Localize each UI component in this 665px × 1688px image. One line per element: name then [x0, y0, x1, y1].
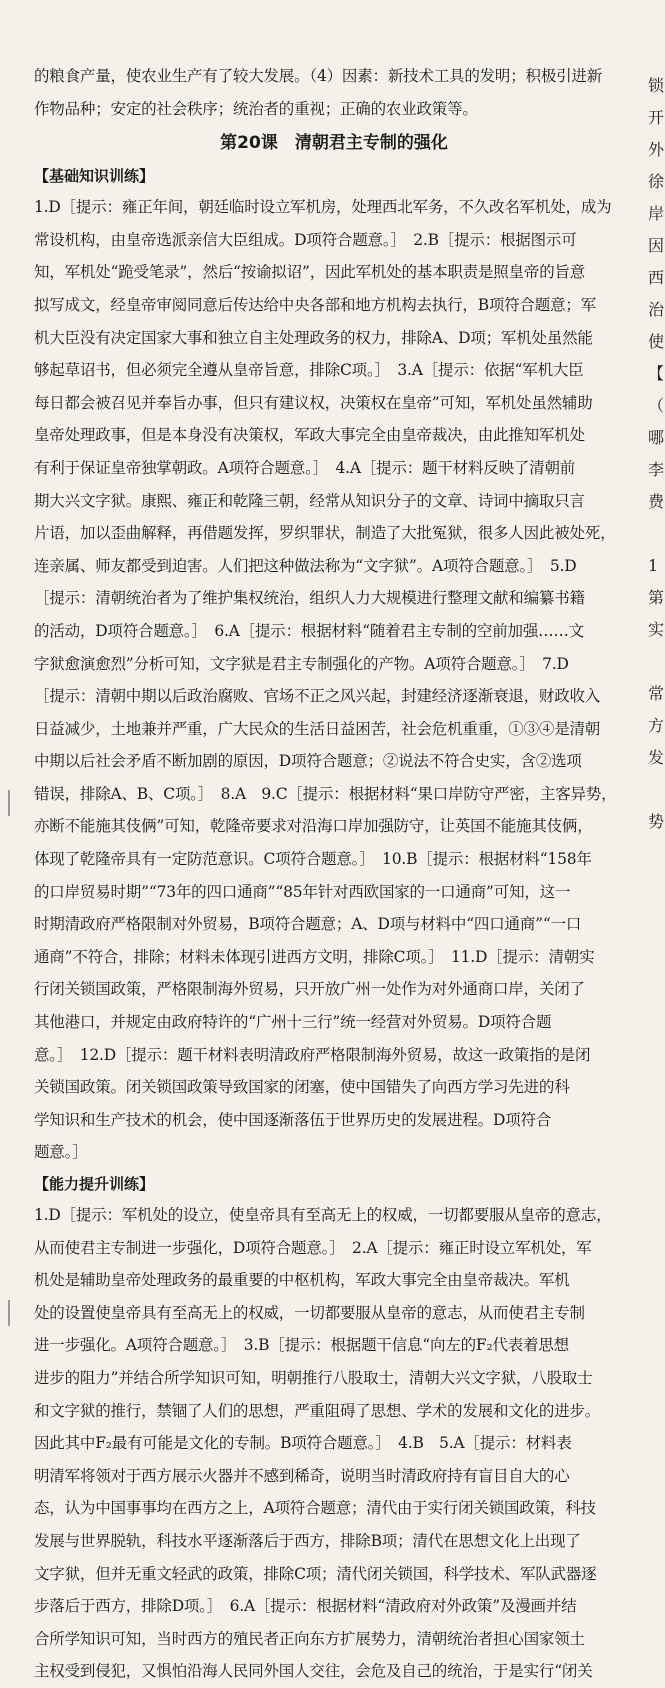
text-line: 和文字狱的推行，禁锢了人们的思想，严重阻碍了思想、学术的发展和文化的进步。: [34, 1401, 601, 1420]
text-line: 机大臣没有决定国家大事和独立自主处理政务的权力，排除A、D项；军机处虽然能: [34, 328, 593, 347]
text-line: 处的设置使皇帝具有至高无上的权威，一切都要服从皇帝的意志，从而使君主专制: [34, 1303, 585, 1322]
text-line: 每日都会被召见并奉旨办事，但只有建议权，决策权在皇帝”可知，军机处虽然辅助: [34, 393, 593, 412]
text-line: ［提示：清朝统治者为了维护集权统治，组织人力大规模进行整理文献和编纂书籍: [34, 589, 585, 608]
text-line: 有利于保证皇帝独掌朝政。A项符合题意。］ 4.A［提示：题干材料反映了清朝前: [34, 458, 576, 477]
edge-glyph: 费: [648, 492, 665, 511]
edge-glyph: 李: [648, 460, 665, 479]
text-line: ［提示：清朝中期以后政治腐败、官场不正之风兴起，封建经济逐渐衰退，财政收入: [34, 687, 601, 706]
text-line: 合所学知识可知，当时西方的殖民者正向东方扩展势力，清朝统治者担心国家领土: [34, 1629, 585, 1648]
text-line: 文字狱，但并无重文轻武的政策，排除C项；清代闭关锁国，科学技术、军队武器逐: [34, 1564, 597, 1583]
text-line: 日益减少，土地兼并严重，广大民众的生活日益困苦，社会危机重重，①③④是清朝: [34, 719, 601, 738]
text-line: 的粮食产量，使农业生产有了较大发展。（4）因素：新技术工具的发明；积极引进新: [34, 67, 603, 85]
text-line: 态，认为中国事事均在西方之上，A项符合题意；清代由于实行闭关锁国政策，科技: [34, 1499, 596, 1518]
text-line: 片语，加以歪曲解释，再借题发挥，罗织罪状，制造了大批冤狱，很多人因此被处死，: [34, 524, 616, 543]
section-advanced-body: [34, 1199, 634, 1688]
edge-glyph: （: [648, 396, 665, 415]
margin-mark: [8, 1300, 10, 1326]
edge-glyph: [648, 774, 665, 806]
edge-glyph: 开: [648, 108, 665, 127]
text-line: 的口岸贸易时期”“73年的四口通商”“85年针对西欧国家的一口通商”可知，这一: [34, 882, 571, 901]
text-line: 关锁国政策。闭关锁国政策导致国家的闭塞，使中国错失了向西方学习先进的科: [34, 1078, 570, 1097]
text-line: 字狱愈演愈烈”分析可知，文字狱是君主专制强化的产物。A项符合题意。］ 7.D: [34, 654, 569, 673]
text-line: 1.D［提示：军机处的设立，使皇帝具有至高无上的权威，一切都要服从皇帝的意志，: [34, 1206, 612, 1224]
text-line: 发展与世界脱轨，科技水平逐渐落后于西方，排除B项；清代在思想文化上出现了: [34, 1531, 581, 1550]
text-line: 机处是辅助皇帝处理政务的最重要的中枢机构，军政大事完全由皇帝裁决。军机: [34, 1271, 570, 1290]
edge-glyph: 因: [648, 236, 665, 255]
lesson-title: 第20课 清朝君主专制的强化: [220, 133, 448, 154]
text-line: 明清军将领对于西方展示火器并不感到稀奇，说明当时清政府持有盲目自大的心: [34, 1466, 570, 1485]
text-line: 错误，排除A、B、C项。］ 8.A 9.C［提示：根据材料“果口岸防守严密，主客异势，: [34, 784, 617, 803]
edge-glyph: [648, 646, 665, 678]
edge-glyph: 锁: [648, 76, 665, 95]
edge-glyph: [648, 870, 665, 902]
edge-glyph: 哪: [648, 428, 665, 447]
text-line: 其他港口，并规定由政府特许的“广州十三行”统一经营对外贸易。D项符合题: [34, 1013, 552, 1032]
text-line: 进步的阻力”并结合所学知识可知，明朝推行八股取士，清朝大兴文字狱，八股取士: [34, 1368, 593, 1387]
text-line: 作物品种；安定的社会秩序；统治者的重视；正确的农业政策等。: [34, 99, 478, 118]
text-line: 的活动，D项符合题意。］ 6.A［提示：根据材料“随着君主专制的空前加强……文: [34, 621, 585, 640]
text-line: 拟写成文，经皇帝审阅同意后传达给中央各部和地方机构去执行，B项符合题意；军: [34, 295, 596, 314]
edge-glyph: 发: [648, 748, 665, 767]
text-line: 亦断不能施其伎俩”可知，乾隆帝要求对沿海口岸加强防守，让英国不能施其伎俩，: [34, 817, 593, 836]
edge-glyph: 方: [648, 716, 665, 735]
text-line: 1.D［提示：雍正年间，朝廷临时设立军机房，处理西北军务，不久改名军机处，成为: [34, 198, 612, 217]
section-basic-body: [34, 191, 634, 1169]
text-line: 皇帝处理政事，但是本身没有决策权，军政大事完全由皇帝裁决，由此推知军机处: [34, 426, 585, 445]
text-line: 步落后于西方，排除D项。］ 6.A［提示：根据材料“清政府对外政策”及漫画并结: [34, 1597, 577, 1616]
text-line: 中期以后社会矛盾不断加剧的原因，D项符合题意；②说法不符合史实，含②选项: [34, 752, 582, 771]
text-line: 因此其中F₂最有可能是文化的专制。B项符合题意。］ 4.B 5.A［提示：材料表: [34, 1434, 572, 1453]
text-line: 常设机构，由皇帝选派亲信大臣组成。D项符合题意。］ 2.B［提示：根据图示可: [34, 230, 577, 249]
text-line: 时期清政府严格限制对外贸易，B项符合题意；A、D项与材料中“四口通商”“一口: [34, 915, 582, 934]
text-line: 通商”不符合，排除；材料未体现引进西方文明，排除C项。］ 11.D［提示：清朝实: [34, 947, 595, 966]
edge-glyph: 【: [648, 364, 665, 383]
edge-glyph: 西: [648, 268, 665, 287]
text-line: 学知识和生产技术的机会，使中国逐渐落伍于世界历史的发展进程。D项符合: [34, 1110, 552, 1129]
edge-glyph: 使: [648, 332, 665, 351]
edge-glyph: 外: [648, 140, 665, 159]
section-heading-advanced: 【能力提升训练】: [34, 1175, 155, 1193]
text-line: 行闭关锁国政策，严格限制海外贸易，只开放广州一处作为对外通商口岸，关闭了: [34, 980, 585, 999]
text-line: 题意。］: [34, 1143, 88, 1162]
text-line: 连亲属、师友都受到迫害。人们把这种做法称为“文字狱”。A项符合题意。］ 5.D: [34, 556, 577, 575]
text-line: 从而使君主专制进一步强化，D项符合题意。］ 2.A［提示：雍正时设立军机处，军: [34, 1238, 592, 1257]
edge-glyph: 徐: [648, 172, 665, 191]
edge-glyph: 实: [648, 620, 665, 639]
text-line: 体现了乾隆帝具有一定防范意识。C项符合题意。］ 10.B［提示：根据材料“158年: [34, 850, 592, 869]
text-line: 知，军机处“跪受笔录”，然后“按谕拟诏”，因此军机处的基本职责是照皇帝的旨意: [34, 263, 586, 282]
adjacent-column-edge: [648, 70, 665, 902]
text-line: 够起草诏书，但必须完全遵从皇帝旨意，排除C项。］ 3.A［提示：依据“军机大臣: [34, 361, 584, 380]
edge-glyph: 第: [648, 588, 665, 607]
text-line: 进一步强化。A项符合题意。］ 3.B［提示：根据题干信息“向左的F₂代表着思想: [34, 1336, 569, 1355]
margin-mark: [8, 790, 10, 816]
edge-glyph: 治: [648, 300, 665, 319]
main-column: [34, 60, 634, 1688]
text-line: 主权受到侵犯，又惧怕沿海人民同外国人交往，会危及自己的统治，于是实行“闭关: [34, 1662, 593, 1681]
edge-glyph: [648, 518, 665, 550]
text-line: 期大兴文字狱。康熙、雍正和乾隆三朝，经常从知识分子的文章、诗词中摘取只言: [34, 491, 585, 510]
edge-glyph: 势: [648, 812, 665, 831]
edge-glyph: [648, 838, 665, 870]
edge-glyph: 1: [648, 556, 659, 575]
text-line: 意。］ 12.D［提示：题干材料表明清政府严格限制海外贸易，故这一政策指的是闭: [34, 1045, 591, 1064]
edge-glyph: 岸: [648, 204, 665, 223]
edge-glyph: 常: [648, 684, 665, 703]
section-heading-basic: 【基础知识训练】: [34, 167, 155, 186]
